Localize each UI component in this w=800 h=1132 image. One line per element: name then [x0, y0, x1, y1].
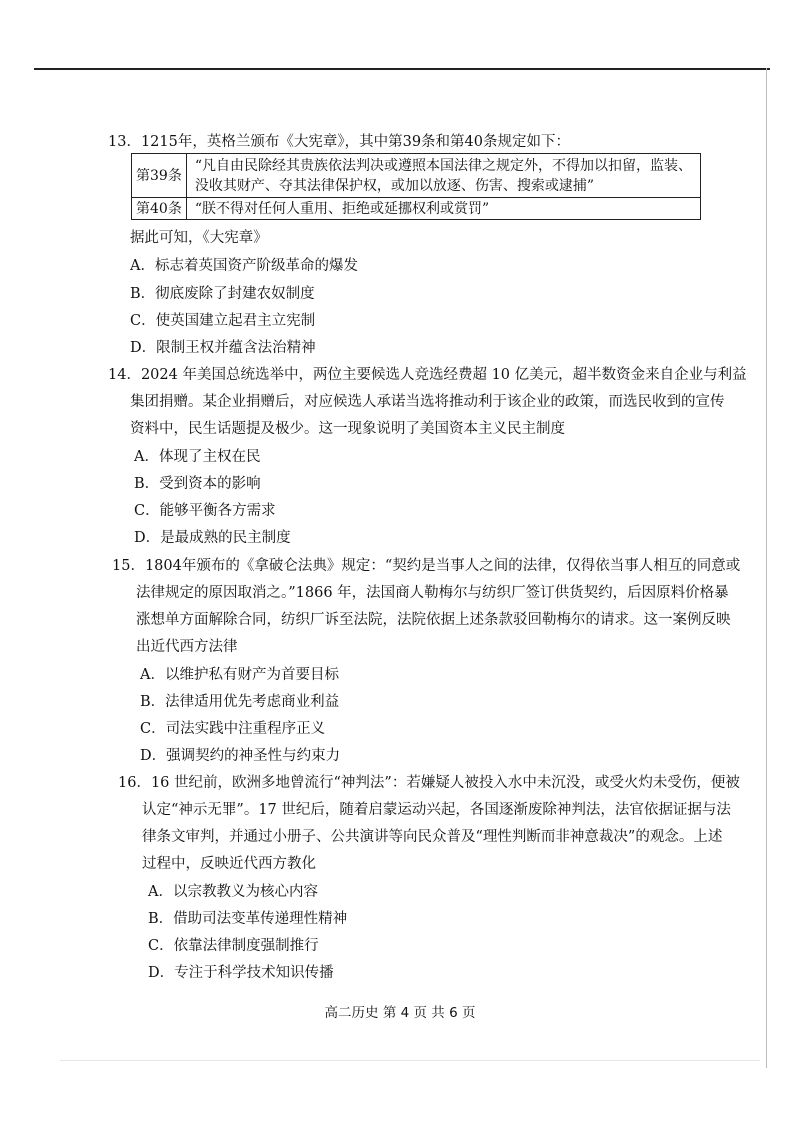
q15-option-d: D．强调契约的神圣性与约束力	[140, 748, 341, 764]
article-39-text	[186, 154, 700, 198]
q16-option-a: A．以宗教教义为核心内容	[148, 884, 318, 900]
article-39-line-2: 没收其财产、夺其法律保护权，或加以放逐、伤害、搜索或逮捕”	[194, 177, 594, 194]
q13-option-d: D．限制王权并蕴含法治精神	[130, 340, 316, 356]
q15-option-b: B．法律适用优先考虑商业利益	[140, 694, 340, 710]
q16-option-b: B．借助司法变革传递理性精神	[148, 911, 348, 927]
q15-option-c: C．司法实践中注重程序正义	[140, 721, 326, 737]
q16-line-4: 过程中，反映近代西方教化	[142, 856, 316, 872]
table-row	[132, 154, 701, 198]
q14-option-d: D．是最成熟的民主制度	[134, 530, 291, 546]
q16-line-3: 律条文审判，并通过小册子、公共演讲等向民众普及“理性判断而非神意裁决”的观念。上述	[142, 829, 723, 845]
page-footer: 高二历史 第 4 页 共 6 页	[324, 1005, 476, 1021]
q15-line-2: 法律规定的原因取消之。”1866 年，法国商人勒梅尔与纺织厂签订供货契约，后因原料价格暴	[136, 585, 729, 601]
q16-option-c: C．依靠法律制度强制推行	[148, 938, 319, 954]
table-row	[132, 198, 701, 220]
q16-line-1: 16．16 世纪前，欧洲多地曾流行“神判法”：若嫌疑人被投入水中未沉没，或受火灼未受伤，便被	[118, 775, 740, 791]
article-40-line-1: “朕不得对任何人重用、拒绝或延挪权利或赏罚”	[194, 200, 490, 217]
q15-line-4: 出近代西方法律	[136, 639, 238, 655]
q14-option-a: A．体现了主权在民	[134, 449, 261, 465]
q14-line-2: 集团捐赠。某企业捐赠后，对应候选人承诺当选将推动利于该企业的政策，而选民收到的宣传	[130, 394, 725, 410]
q15-line-1: 15．1804年颁布的《拿破仑法典》规定：“契约是当事人之间的法律，仅得依当事人相互的同意或	[112, 558, 741, 574]
q13-option-b: B．彻底废除了封建农奴制度	[130, 286, 315, 302]
q13-lead: 据此可知，《大宪章》	[130, 230, 268, 246]
article-39-label: 第39条	[132, 154, 187, 198]
q14-option-c: C．能够平衡各方需求	[134, 503, 276, 519]
q13-stem: 13．1215年，英格兰颁布《大宪章》，其中第39条和第40条规定如下：	[108, 134, 571, 150]
q15-line-3: 涨想单方面解除合同，纺织厂诉至法院，法院依据上述条款驳回勒梅尔的请求。这一案例反映	[136, 612, 731, 628]
q13-option-c: C．使英国建立起君主立宪制	[130, 313, 316, 329]
bottom-rule	[60, 1060, 760, 1061]
q14-line-3: 资料中，民生话题提及极少。这一现象说明了美国资本主义民主制度	[130, 421, 565, 437]
q16-option-d: D．专注于科学技术知识传播	[148, 965, 334, 981]
q14-option-b: B．受到资本的影响	[134, 476, 261, 492]
article-40-text	[186, 198, 700, 220]
article-40-label: 第40条	[132, 198, 187, 220]
page-edge	[766, 68, 767, 1068]
article-39-line-1: “凡自由民除经其贵族依法判决或遵照本国法律之规定外，不得加以扣留，监装、	[194, 157, 692, 174]
top-rule	[34, 68, 770, 70]
magna-carta-table	[131, 153, 701, 220]
q16-line-2: 认定“神示无罪”。17 世纪后，随着启蒙运动兴起，各国逐渐废除神判法，法官依据证据与法	[142, 802, 731, 818]
q15-option-a: A．以维护私有财产为首要目标	[140, 667, 339, 683]
q14-line-1: 14．2024 年美国总统选举中，两位主要候选人竞选经费超 10 亿美元，超半数资金来自企业与利益	[108, 367, 747, 383]
q13-option-a: A．标志着英国资产阶级革命的爆发	[130, 258, 358, 274]
